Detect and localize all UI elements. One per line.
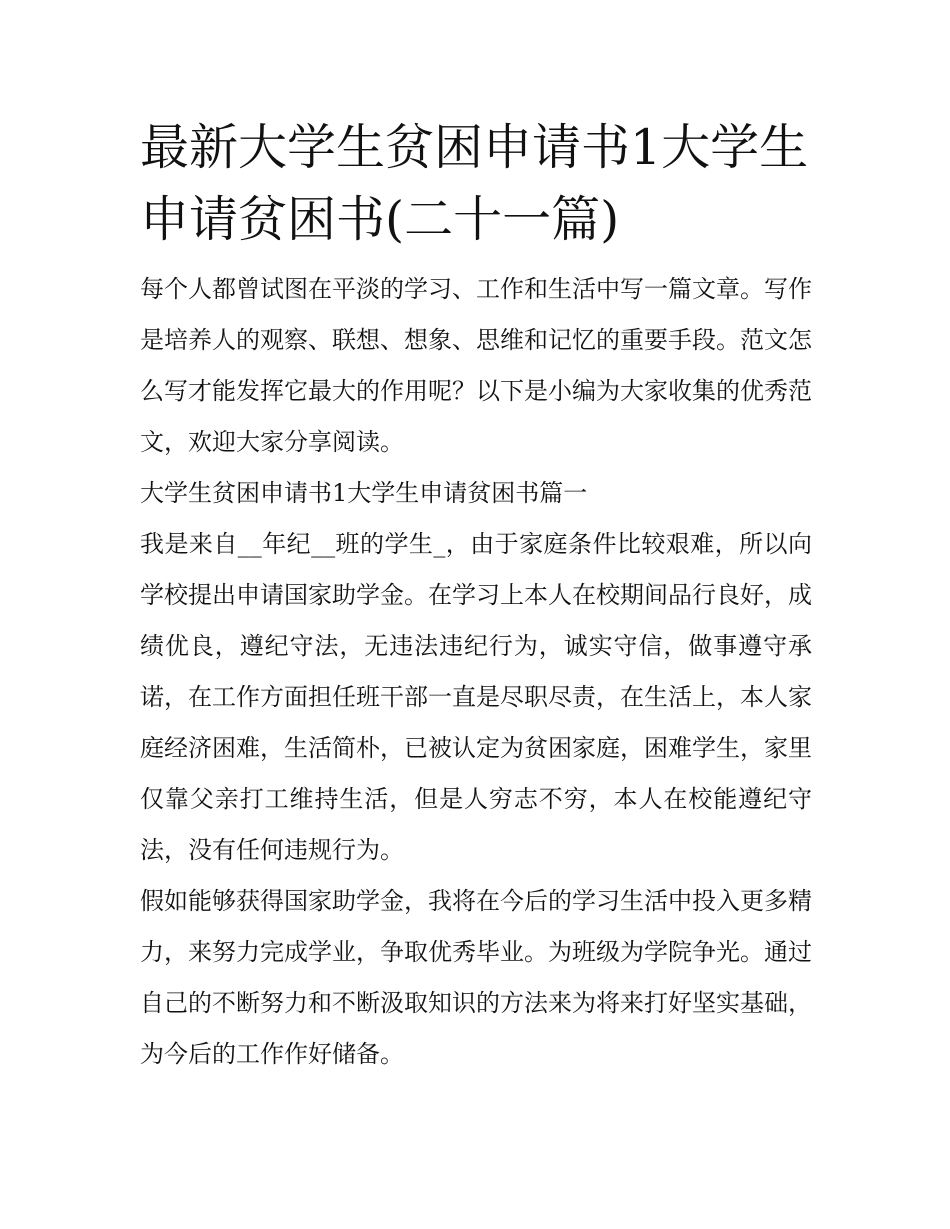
body-paragraph: 我是来自__年纪__班的学生_，由于家庭条件比较艰难，所以向学校提出申请国家助学金。在学习上本人在校期间品行良好，成绩优良，遵纪守法，无违法违纪行为，诚实守信，做事遵守承诺，在工作方面担任班干部一直是尽职尽责，在生活上，本人家庭经济困难，生活简朴，已被认定为贫困家庭，困难学生，家里仅靠父亲打工维持生活，但是人穷志不穷，本人在校能遵纪守法，没有任何违规行为。	[140, 530, 812, 864]
document-content	[140, 112, 812, 1080]
document-title: 最新大学生贫困申请书1大学生申请贫困书(二十一篇)	[140, 119, 809, 248]
body-paragraph: 假如能够获得国家助学金，我将在今后的学习生活中投入更多精力，来努力完成学业，争取优秀毕业。为班级为学院争光。通过自己的不断努力和不断汲取知识的方法来为将来打好坚实基础，为今后的工作作好储备。	[140, 887, 812, 1068]
section-heading: 大学生贫困申请书1大学生申请贫困书篇一	[140, 479, 588, 507]
intro-paragraph: 每个人都曾试图在平淡的学习、工作和生活中写一篇文章。写作是培养人的观察、联想、想象、思维和记忆的重要手段。范文怎么写才能发挥它最大的作用呢？以下是小编为大家收集的优秀范文，欢迎大家分享阅读。	[140, 275, 812, 456]
